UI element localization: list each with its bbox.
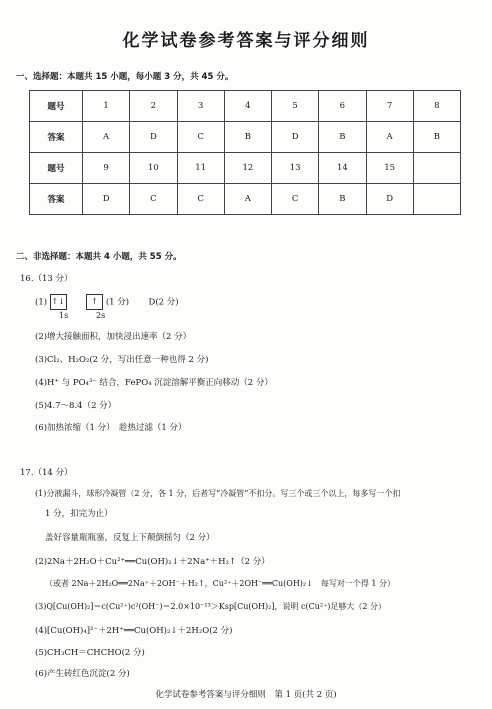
row-label-answer: 答案	[30, 184, 83, 215]
section-2-heading: 二、非选择题：本题共 4 小题，共 55 分。	[16, 252, 182, 262]
q17-line-2b: （或者 2Na＋2H₂O══2Na⁺＋2OH⁻＋H₂↑，Cu²⁺＋2OH⁻══Cu(OH)₂↓ 每写对一个得 1 分）	[45, 579, 396, 588]
table-cell: 2	[130, 91, 177, 122]
table-row	[30, 153, 461, 184]
table-cell: 15	[366, 153, 413, 184]
table-cell: D	[272, 122, 319, 153]
q17-heading: 17.（14 分）	[20, 468, 73, 478]
row-label-answer: 答案	[30, 122, 83, 153]
q16-l1-score: (1 分)	[105, 297, 130, 308]
table-cell: 3	[177, 91, 224, 122]
table-row	[30, 91, 461, 122]
q16-line-4: (4)H⁺ 与 PO₄³⁻ 结合，FePO₄ 沉淀溶解平衡正向移动（2 分）	[35, 378, 273, 388]
table-cell: A	[366, 122, 413, 153]
table-cell: A	[83, 122, 130, 153]
table-cell: 12	[224, 153, 271, 184]
q17-line-6: (6)产生砖红色沉淀(2 分)	[35, 669, 130, 679]
q16-line-3: (3)Cl₂、H₂O₂(2 分，写出任意一种也得 2 分)	[35, 355, 209, 365]
q16-line-6: (6)加热浓缩（1 分） 趁热过滤（1 分）	[35, 423, 187, 433]
q16-l1-rest: D(2 分)	[148, 297, 179, 308]
row-label-question: 题号	[30, 153, 83, 184]
table-cell: 4	[224, 91, 271, 122]
table-cell: B	[224, 122, 271, 153]
page-title: 化学试卷参考答案与评分细则	[122, 31, 370, 51]
table-cell: D	[366, 184, 413, 215]
answer-table	[29, 90, 461, 215]
q16-line-2: (2)增大接触面积，加快浸出速率（2 分）	[35, 332, 192, 342]
q16-heading: 16.（13 分）	[20, 274, 73, 284]
q16-line-1	[35, 294, 179, 310]
table-cell: D	[130, 122, 177, 153]
q16-l1-prefix: (1)	[35, 297, 48, 308]
table-row	[30, 122, 461, 153]
table-cell: C	[130, 184, 177, 215]
orbital-box-2s: ↑	[86, 294, 103, 310]
table-cell: 14	[319, 153, 366, 184]
table-cell: C	[177, 122, 224, 153]
section-1-heading: 一、选择题：本题共 15 小题，每小题 3 分，共 45 分。	[16, 72, 234, 82]
table-cell: 7	[366, 91, 413, 122]
table-cell: 8	[413, 91, 460, 122]
q17-line-1b: 1 分，扣完为止）	[45, 509, 113, 519]
q17-line-5: (5)CH₃CH＝CHCHO(2 分)	[35, 648, 145, 658]
table-cell	[413, 153, 460, 184]
page-footer: 化学试卷参考答案与评分细则 第 1 页(共 2 页)	[155, 690, 337, 700]
table-cell: 13	[272, 153, 319, 184]
table-cell	[413, 184, 460, 215]
table-row	[30, 184, 461, 215]
table-cell: C	[177, 184, 224, 215]
orbital-label-1s: 1s	[59, 311, 69, 320]
row-label-question: 题号	[30, 91, 83, 122]
table-cell: 5	[272, 91, 319, 122]
q17-line-1c: 盖好容量瓶瓶塞，反复上下颠倒摇匀（2 分）	[45, 533, 215, 543]
table-cell: B	[413, 122, 460, 153]
table-cell: 1	[83, 91, 130, 122]
table-cell: 9	[83, 153, 130, 184]
table-cell: B	[319, 184, 366, 215]
table-cell: 6	[319, 91, 366, 122]
table-cell: D	[83, 184, 130, 215]
q17-line-1a: (1)分液漏斗，球形冷凝管（2 分，各 1 分，后者写“冷凝管”不扣分。写三个或三个以上，每多写一个扣	[35, 489, 401, 498]
table-cell: B	[319, 122, 366, 153]
orbital-label-2s: 2s	[96, 311, 106, 320]
table-cell: 11	[177, 153, 224, 184]
q17-line-4: (4)[Cu(OH)₄]²⁻＋2H⁺══Cu(OH)₂↓＋2H₂O(2 分)	[35, 626, 233, 636]
q16-line-5: (5)4.7～8.4（2 分）	[35, 401, 117, 411]
table-cell: C	[272, 184, 319, 215]
q17-line-2: (2)2Na＋2H₂O＋Cu²⁺══Cu(OH)₂↓＋2Na⁺＋H₂↑（2 分）	[35, 557, 270, 567]
table-cell: 10	[130, 153, 177, 184]
table-cell: A	[224, 184, 271, 215]
q17-line-3: (3)Q[Cu(OH)₂]＝c(Cu²⁺)c²(OH⁻)＝2.0×10⁻¹³＞Ksp[Cu(OH)₂]，说明 c(Cu²⁺)足够大（2 分）	[35, 602, 387, 611]
orbital-box-1s: ↑↓	[50, 294, 67, 310]
